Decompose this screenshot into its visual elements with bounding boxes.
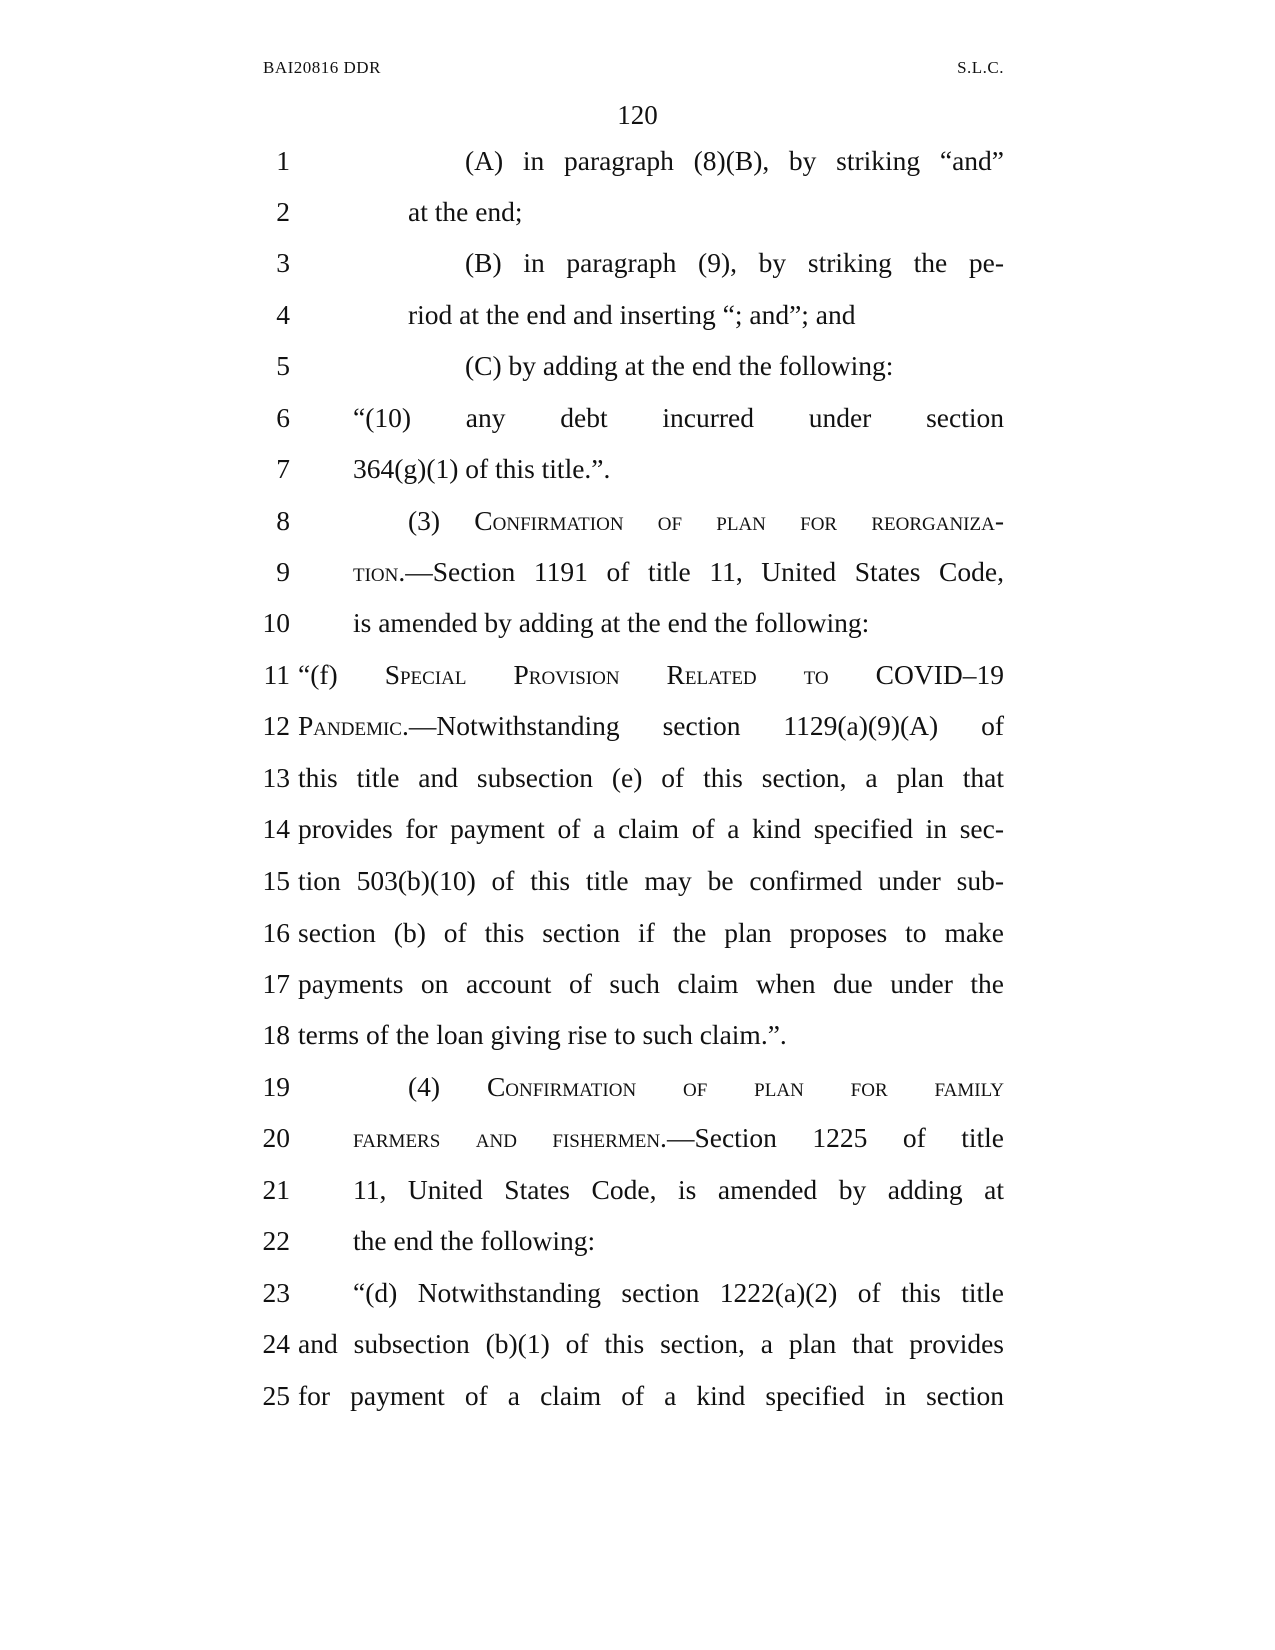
line-number: 12: [262, 710, 290, 741]
line-text: “(10) any debt incurred under section: [353, 402, 1004, 433]
line-text: for payment of a claim of a kind specified in section: [298, 1380, 1004, 1411]
text-line: [0, 1015, 1275, 1055]
line-text: is amended by adding at the end the following:: [353, 607, 870, 638]
text-line: [0, 809, 1275, 849]
text-line: [0, 501, 1275, 541]
text-line: [0, 964, 1275, 1004]
text-line: [0, 346, 1275, 386]
line-text: riod at the end and inserting “; and”; and: [408, 299, 856, 330]
text-line: [0, 192, 1275, 232]
line-text-prefix: (4): [408, 1071, 487, 1102]
document-header-id: BAI20816 DDR: [263, 58, 381, 77]
line-number: 18: [262, 1019, 290, 1050]
text-line: [0, 655, 1275, 695]
text-line: [0, 913, 1275, 953]
line-text: 11, United States Code, is amended by adding at: [353, 1174, 1004, 1205]
line-text: 364(g)(1) of this title.”.: [353, 453, 611, 484]
line-text: (C) by adding at the end the following:: [465, 350, 894, 381]
line-number: 13: [262, 762, 290, 793]
section-heading-text: tion.: [353, 556, 406, 587]
line-number: 19: [262, 1071, 290, 1102]
text-line: [0, 1118, 1275, 1158]
line-text: (3) Confirmation of plan for reorganiza-: [408, 505, 1004, 536]
text-line: [0, 1324, 1275, 1364]
text-line: [0, 758, 1275, 798]
line-number: 23: [262, 1277, 290, 1308]
line-number: 5: [276, 350, 290, 381]
line-text: at the end;: [408, 196, 523, 227]
section-heading-text: Pandemic.: [298, 710, 409, 741]
text-line: [0, 603, 1275, 643]
line-number: 8: [276, 505, 290, 536]
line-number: 7: [276, 453, 290, 484]
line-text: and subsection (b)(1) of this section, a plan that provides: [298, 1328, 1004, 1359]
text-line: [0, 398, 1275, 438]
text-line: [0, 1376, 1275, 1416]
line-number: 22: [262, 1225, 290, 1256]
line-text: this title and subsection (e) of this section, a plan that: [298, 762, 1004, 793]
line-text: —Section 1191 of title 11, United States Code,: [405, 556, 1004, 587]
text-line: [0, 243, 1275, 283]
line-number: 17: [262, 968, 290, 999]
line-number: 20: [262, 1122, 290, 1153]
line-text: “(d) Notwithstanding section 1222(a)(2) of this title: [353, 1277, 1004, 1308]
line-text: payments on account of such claim when due under the: [298, 968, 1004, 999]
line-number: 21: [262, 1174, 290, 1205]
line-number: 1: [276, 145, 290, 176]
section-heading-text: Confirmation of plan for family: [486, 1071, 1004, 1102]
line-text: —Section 1225 of title: [666, 1122, 1004, 1153]
line-text-prefix: “(f): [298, 659, 385, 690]
text-line: [0, 295, 1275, 335]
text-line: [0, 1273, 1275, 1313]
line-text: provides for payment of a claim of a kind specified in sec-: [298, 813, 1004, 844]
line-text: terms of the loan giving rise to such claim.”.: [298, 1019, 787, 1050]
line-number: 4: [276, 299, 290, 330]
line-text: (A) in paragraph (8)(B), by striking “and”: [465, 145, 1004, 176]
line-text: tion 503(b)(10) of this title may be confirmed under sub-: [298, 865, 1004, 896]
line-number: 9: [276, 556, 290, 587]
line-text: the end the following:: [353, 1225, 596, 1256]
section-heading-text: farmers and fishermen.: [353, 1122, 667, 1153]
line-text: COVID–19: [828, 659, 1004, 690]
line-number: 2: [276, 196, 290, 227]
line-text: (B) in paragraph (9), by striking the pe-: [465, 247, 1004, 278]
line-number: 14: [262, 813, 290, 844]
line-number: 25: [262, 1380, 290, 1411]
line-number: 16: [262, 917, 290, 948]
section-heading-text: Special Provision Related to: [384, 659, 829, 690]
line-text: —Notwithstanding section 1129(a)(9)(A) of: [408, 710, 1004, 741]
text-line: [0, 1221, 1275, 1261]
line-number: 11: [263, 659, 290, 690]
line-text: section (b) of this section if the plan proposes to make: [298, 917, 1004, 948]
text-line: [0, 552, 1275, 592]
line-number: 6: [276, 402, 290, 433]
text-line: [0, 141, 1275, 181]
text-line: [0, 449, 1275, 489]
line-number: 10: [262, 607, 290, 638]
text-line: [0, 706, 1275, 746]
line-number: 15: [262, 865, 290, 896]
text-line: [0, 861, 1275, 901]
line-number: 3: [276, 247, 290, 278]
page-number: 120: [617, 100, 658, 130]
document-header-office: S.L.C.: [957, 58, 1004, 77]
line-number: 24: [262, 1328, 290, 1359]
text-line: [0, 1170, 1275, 1210]
text-line: [0, 1067, 1275, 1107]
